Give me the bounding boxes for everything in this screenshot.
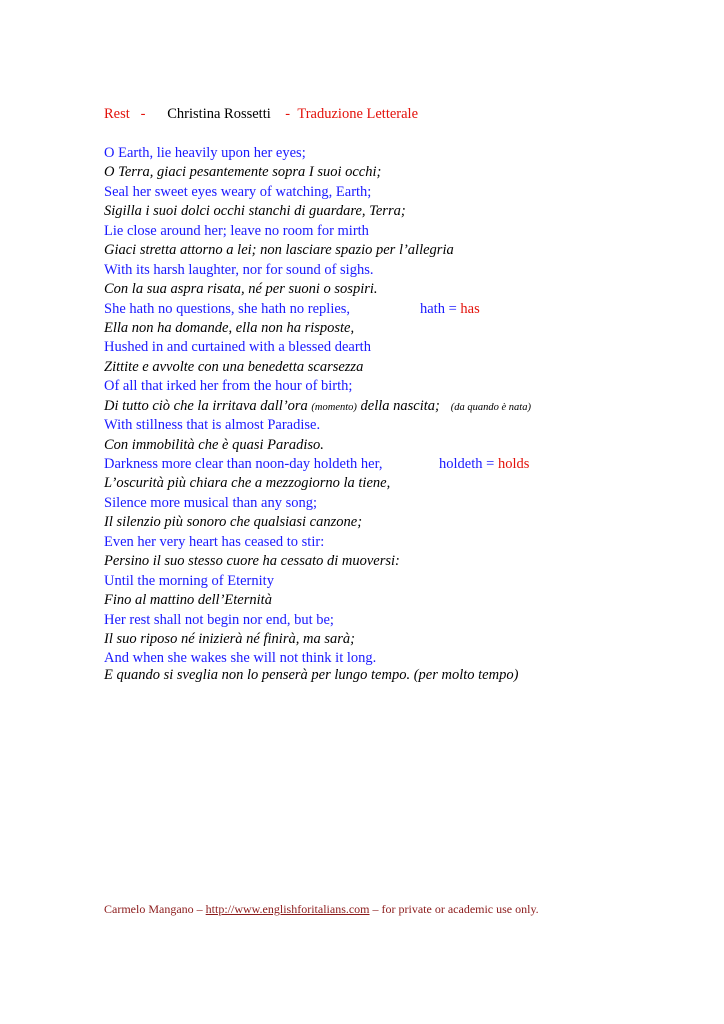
translation-note: (da quando è nata) bbox=[450, 401, 531, 413]
italian-line: E quando si sveglia non lo penserà per lungo tempo. (per molto tempo) bbox=[104, 666, 519, 683]
title-separator: - bbox=[140, 106, 146, 122]
english-line: Lie close around her; leave no room for mirth bbox=[104, 222, 369, 239]
translation-note: (momento) bbox=[311, 401, 357, 413]
italian-line: Il suo riposo né inizierà né finirà, ma sarà; bbox=[104, 630, 355, 647]
italian-line: Con la sua aspra risata, né per suoni o sospiri. bbox=[104, 281, 378, 298]
footer-author: Carmelo Mangano bbox=[104, 902, 194, 916]
english-line: O Earth, lie heavily upon her eyes; bbox=[104, 145, 306, 161]
gloss-word: hath bbox=[420, 300, 445, 317]
italian-line: Persino il suo stesso cuore ha cessato di muoversi: bbox=[104, 553, 400, 570]
gloss-equals: = bbox=[482, 456, 498, 472]
italian-line: Con immobilità che è quasi Paradiso. bbox=[104, 436, 324, 453]
poem-author: Christina Rossetti bbox=[167, 106, 271, 122]
english-line: And when she wakes she will not think it long. bbox=[104, 650, 377, 667]
english-line: With its harsh laughter, nor for sound of sighs. bbox=[104, 261, 374, 278]
english-line-text: She hath no questions, she hath no replies, bbox=[104, 300, 351, 317]
website-link[interactable]: http://www.englishforitalians.com bbox=[205, 902, 370, 916]
document-title bbox=[104, 105, 418, 124]
italian-line: Giaci stretta attorno a lei; non lasciare spazio per l’allegria bbox=[104, 242, 454, 259]
italian-line: Il silenzio più sonoro che qualsiasi canzone; bbox=[104, 514, 363, 531]
italian-line-with-notes bbox=[104, 397, 704, 416]
poem-title: Rest bbox=[104, 106, 130, 122]
footer-separator: – bbox=[193, 902, 206, 916]
gloss-meaning: has bbox=[460, 300, 480, 317]
gloss-word: holdeth bbox=[439, 456, 483, 472]
italian-line: Ella non ha domande, ella non ha risposte, bbox=[104, 319, 355, 336]
page-footer bbox=[104, 901, 539, 917]
italian-line: Sigilla i suoi dolci occhi stanchi di guardare, Terra; bbox=[104, 203, 406, 220]
english-line: Of all that irked her from the hour of birth; bbox=[104, 378, 353, 395]
english-line: Silence more musical than any song; bbox=[104, 494, 318, 511]
english-line: Even her very heart has ceased to stir: bbox=[104, 533, 325, 550]
gloss-hath bbox=[420, 300, 480, 319]
english-line: Her rest shall not begin nor end, but be; bbox=[104, 611, 334, 628]
english-line: With stillness that is almost Paradise. bbox=[104, 417, 321, 434]
gloss-holdeth bbox=[439, 455, 529, 474]
gloss-equals: = bbox=[444, 300, 461, 317]
italian-line: Fino al mattino dell’Eternità bbox=[104, 592, 272, 609]
english-line-text: Darkness more clear than noon-day holdeth her, bbox=[104, 456, 383, 472]
italian-line: L’oscurità più chiara che a mezzogiorno la tiene, bbox=[104, 475, 391, 492]
italian-line: Zittite e avvolte con una benedetta scarsezza bbox=[104, 358, 364, 375]
english-line: Hushed in and curtained with a blessed dearth bbox=[104, 339, 371, 356]
english-line-with-gloss bbox=[104, 300, 704, 319]
poem-body bbox=[104, 144, 704, 685]
translation-subtitle: Traduzione Letterale bbox=[297, 106, 419, 122]
italian-line-text: Di tutto ciò che la irritava dall’ora bbox=[104, 397, 308, 414]
gloss-meaning: holds bbox=[497, 456, 530, 472]
italian-line-text-continued: della nascita; bbox=[356, 397, 440, 414]
english-line: Until the morning of Eternity bbox=[104, 572, 274, 589]
english-line-with-gloss bbox=[104, 455, 704, 474]
italian-line: O Terra, giaci pesantemente sopra I suoi occhi; bbox=[104, 164, 382, 181]
english-line: Seal her sweet eyes weary of watching, Earth; bbox=[104, 183, 372, 200]
footer-usage-note: – for private or academic use only. bbox=[369, 902, 539, 916]
title-separator: - bbox=[285, 106, 291, 122]
